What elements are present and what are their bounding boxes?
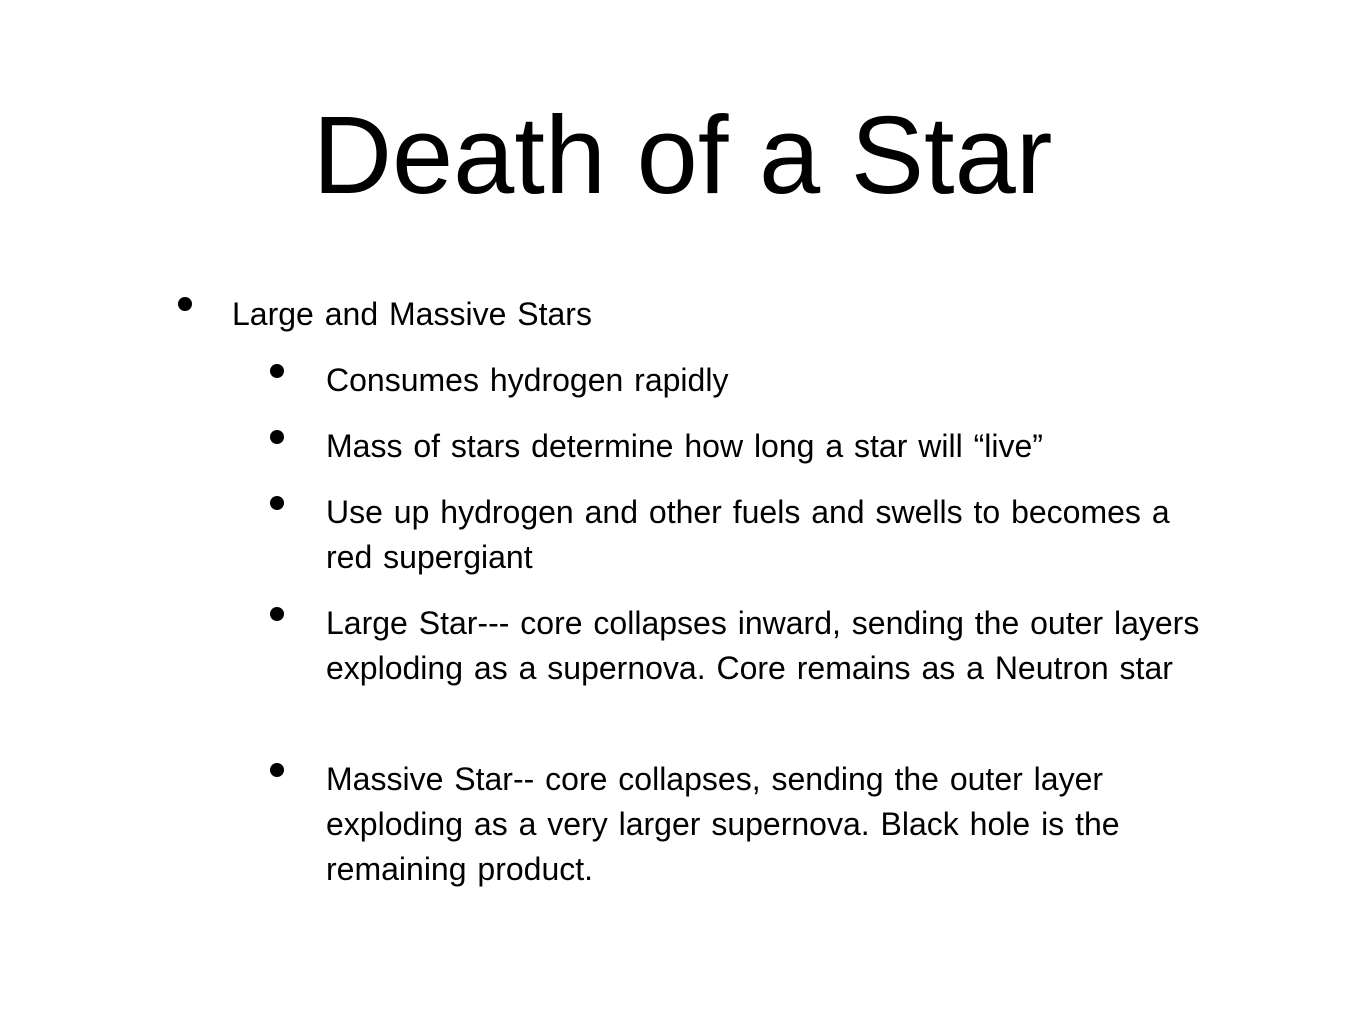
- bullet-icon: [270, 763, 284, 777]
- slide-title: Death of a Star: [312, 94, 1053, 217]
- list-item-text: Large and Massive Stars: [232, 296, 592, 332]
- bullet-icon: [270, 430, 284, 444]
- bullet-icon: [270, 496, 284, 510]
- list-item-text: Mass of stars determine how long a star will “live”: [326, 428, 1043, 464]
- bullet-icon: [270, 364, 284, 378]
- list-item-text: Consumes hydrogen rapidly: [326, 362, 729, 398]
- bullet-icon: [178, 297, 192, 311]
- list-item-text: Large Star--- core collapses inward, sending the outer layers exploding as a supernova. Core remains as a Neutron star: [326, 605, 1200, 686]
- list-item-text: Use up hydrogen and other fuels and swells to becomes a red supergiant: [326, 494, 1170, 575]
- bullet-icon: [270, 607, 284, 621]
- list-item-text: Massive Star-- core collapses, sending the outer layer exploding as a very larger supernova. Black hole is the remaining product.: [326, 761, 1120, 887]
